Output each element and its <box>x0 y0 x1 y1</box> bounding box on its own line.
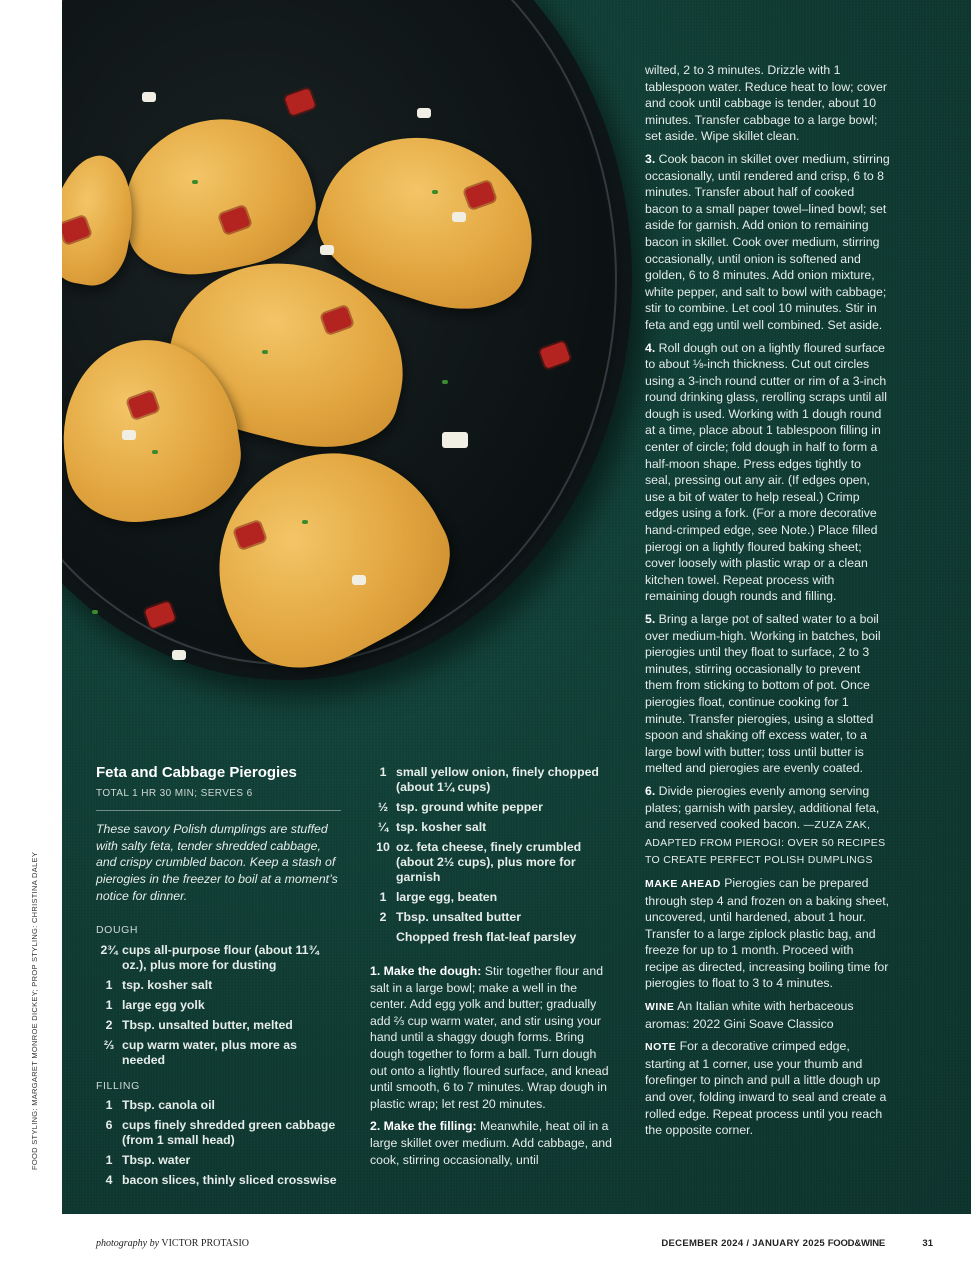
ingredient-qty: 10 <box>376 840 390 854</box>
make-ahead <box>645 875 890 992</box>
feta-crumble <box>417 108 431 118</box>
note-body: For a decorative crimped edge, starting at 1 corner, use your thumb and forefinger to pinch and pull a little dough up and over, folding inward to seal and create a rolled edge. Repeat process until you reach the opposite corner. <box>645 1039 887 1138</box>
ingredient-text: tsp. kosher salt <box>396 820 487 834</box>
parsley-garnish <box>262 350 268 354</box>
step-5-body: Bring a large pot of salted water to a boil over medium-high. Working in batches, boil pierogies until they float to surface, 2 to 3 minutes, stirring occasionally to prevent them from sticking to bottom of pot. Once pierogies float, continue cooking for 1 minute. Transfer pierogies, using a slotted spoon and shaking off excess water, to a large bowl with butter; toss until butter is melted and pierogies are evenly coated. <box>645 612 881 776</box>
ingredient-qty <box>370 930 396 945</box>
ingredient <box>96 1098 341 1113</box>
step-4-body: Roll dough out on a lightly floured surface to about ⅛-inch thickness. Cut out circles using a 3-inch round cutter or rim of a 3-inch round drinking glass, rerolling scraps until all dough is used. Working with 1 dough round at a time, place about 1 tablespoon filling in center of circle; fold dough in half to form a half-moon shape. Press edges tightly to seal, pressing out any air. (If edges open, use a bit of water to help reseal.) Crimp edges using a fork. (For a more decorative hand-crimped edge, see Note.) Place filled pierogi on a lightly floured baking sheet; cover loosely with plastic wrap or a clean kitchen towel. Repeat process with remaining dough rounds and filling. <box>645 340 887 604</box>
recipe-meta: TOTAL 1 HR 30 MIN; SERVES 6 <box>96 786 341 812</box>
recipe-title: Feta and Cabbage Pierogies <box>96 764 297 781</box>
ingredient-text: cups all-purpose flour (about 11¾ oz.), plus more for dusting <box>122 942 319 972</box>
filling-label: FILLING <box>96 1079 140 1092</box>
ingredient <box>96 1153 341 1168</box>
ingredient-qty: 1 <box>105 1153 113 1168</box>
step-2-continued: wilted, 2 to 3 minutes. Drizzle with 1 tablespoon water. Reduce heat to low; cover and cook until cabbage is tender, about 10 minutes. Transfer cabbage to a large bowl; set aside. Wipe skillet clean. <box>645 63 887 144</box>
column-2 <box>370 765 615 1174</box>
ingredient-qty: 1 <box>379 765 387 779</box>
styling-credit: FOOD STYLING: MARGARET MONROE DICKEY; PROP STYLING: CHRISTINA DALEY <box>30 851 39 1170</box>
step-1-body: Stir together flour and salt in a large bowl; make a well in the center. Add egg yolk and butter; gradually add ⅔ cup warm water, and stir using your hand until a shaggy dough forms. Bring dough together to form a ball. Turn dough out onto a lightly floured surface, and knead until smooth, 6 to 7 minutes. Wrap dough in plastic wrap; let rest 20 minutes. <box>370 964 609 1111</box>
ingredient-qty: 6 <box>105 1118 113 1133</box>
ingredient <box>96 978 341 993</box>
ingredient-qty: ¼ <box>377 820 389 834</box>
step-6-number: 6. <box>645 783 656 798</box>
wine-pairing <box>645 998 890 1032</box>
parsley-garnish <box>432 190 438 194</box>
ingredient-qty: ½ <box>377 800 389 814</box>
note <box>645 1038 890 1139</box>
column-3 <box>645 62 890 1145</box>
photo-credit <box>96 1238 249 1249</box>
step-2 <box>370 1118 615 1168</box>
ingredient-qty: 2¾ <box>100 942 118 957</box>
feta-crumble <box>122 430 136 440</box>
ingredient-text: Chopped fresh flat-leaf parsley <box>396 930 577 944</box>
ingredient-text: cups finely shredded green cabbage (from 1 small head) <box>122 1118 336 1148</box>
page-footer <box>0 1238 971 1254</box>
ingredient <box>370 930 615 945</box>
ingredient-text: small yellow onion, finely chopped (about 1¼ cups) <box>396 765 599 794</box>
ingredient-text: large egg, beaten <box>396 890 498 904</box>
ingredient-text: Tbsp. water <box>122 1153 191 1168</box>
parsley-garnish <box>302 520 308 524</box>
ingredient <box>96 1118 341 1148</box>
ingredient-text: large egg yolk <box>122 997 205 1012</box>
feta-crumble <box>442 432 468 448</box>
feta-crumble <box>352 575 366 585</box>
ingredient <box>370 890 615 905</box>
ingredient-text: tsp. kosher salt <box>122 977 213 992</box>
ingredient <box>370 820 615 835</box>
ingredient-text: tsp. ground white pepper <box>396 800 543 814</box>
parsley-garnish <box>152 450 158 454</box>
step-4-number: 4. <box>645 340 656 355</box>
ingredient-qty: 2 <box>379 910 387 924</box>
page-number: 31 <box>922 1238 933 1249</box>
ingredient-qty: 1 <box>379 890 387 904</box>
step-5-number: 5. <box>645 612 656 626</box>
magazine-brand: FOOD&WINE <box>827 1238 885 1249</box>
ingredient-text: Tbsp. canola oil <box>122 1098 215 1113</box>
ingredient <box>370 800 615 815</box>
step-1-heading: 1. Make the dough: <box>370 964 482 978</box>
ingredient <box>96 943 341 973</box>
feta-crumble <box>142 92 156 102</box>
step-3 <box>645 151 890 334</box>
feta-crumble <box>452 212 466 222</box>
step-6 <box>645 783 890 869</box>
recipe-attribution: —ZUZA ZAK, ADAPTED FROM PIEROGI: OVER 50 RECIPES TO CREATE PERFECT POLISH DUMPLINGS <box>645 819 886 867</box>
feta-crumble <box>320 245 334 255</box>
ingredient-qty: ⅔ <box>103 1037 115 1052</box>
recipe-intro: These savory Polish dumplings are stuffed with salty feta, tender shredded cabbage, and crispy crumbled bacon. Keep a stash of pierogies in the freezer to boil at a moment’s notice for dinner. <box>96 822 338 903</box>
make-ahead-label: MAKE AHEAD <box>645 877 721 890</box>
photo-credit-prefix: photography by <box>96 1238 160 1249</box>
ingredient-qty: 1 <box>105 997 113 1012</box>
ingredient <box>96 998 341 1013</box>
step-1 <box>370 963 615 1112</box>
ingredient <box>370 765 615 795</box>
ingredient <box>96 1018 341 1033</box>
step-3-number: 3. <box>645 151 656 166</box>
step-3-body: Cook bacon in skillet over medium, stirring occasionally, until rendered and crisp, 6 to 8 minutes. Transfer about half of cooked bacon to a small paper towel–lined bowl; set aside for garnish. Add onion to remaining bacon in skillet. Cook over medium, stirring occasionally, until onion is softened and golden, 6 to 8 minutes. Add onion mixture, white pepper, and salt to bowl with cabbage; stir to combine. Let cool 10 minutes. Stir in feta and egg until well combined. Set aside. <box>645 151 890 332</box>
issue-date: DECEMBER 2024 / JANUARY 2025 <box>661 1238 825 1249</box>
ingredient <box>96 1173 341 1188</box>
photographer-name: VICTOR PROTASIO <box>161 1238 250 1249</box>
ingredient <box>96 1038 341 1068</box>
parsley-garnish <box>192 180 198 184</box>
ingredient-qty: 2 <box>105 1017 113 1032</box>
step-2-heading: 2. Make the filling: <box>370 1119 477 1134</box>
ingredient-qty: 4 <box>105 1173 113 1188</box>
parsley-garnish <box>92 610 98 614</box>
dough-label: DOUGH <box>96 924 139 937</box>
wine-body: An Italian white with herbaceous aromas: 2022 Gini Soave Classico <box>645 999 854 1031</box>
column-1 <box>96 765 341 1193</box>
ingredient-text: oz. feta cheese, finely crumbled (about 2½ cups), plus more for garnish <box>396 840 582 884</box>
ingredient <box>370 840 615 885</box>
ingredient-text: cup warm water, plus more as needed <box>122 1037 297 1067</box>
ingredient-qty: 1 <box>105 1098 113 1113</box>
ingredient-qty: 1 <box>105 977 113 992</box>
ingredient-text: Tbsp. unsalted butter, melted <box>122 1017 293 1032</box>
note-label: NOTE <box>645 1041 677 1054</box>
make-ahead-body: Pierogies can be prepared through step 4 and frozen on a baking sheet, uncovered, until hardened, about 1 hour. Transfer to a large ziplock plastic bag, and freeze for up to 1 month. Proceed with recipe as directed, increasing boiling time for pierogies to float to 3 to 4 minutes. <box>645 875 890 991</box>
wine-label: WINE <box>645 1001 675 1014</box>
ingredient-text: Tbsp. unsalted butter <box>396 910 522 924</box>
step-2-body: Meanwhile, heat oil in a large skillet over medium. Add cabbage, and cook, stirring occasionally, until <box>370 1119 612 1167</box>
step-5 <box>645 611 890 777</box>
feta-crumble <box>172 650 186 660</box>
parsley-garnish <box>442 380 448 384</box>
ingredient-text: bacon slices, thinly sliced crosswise <box>122 1173 337 1188</box>
step-4 <box>645 340 890 606</box>
ingredient <box>370 910 615 925</box>
step-6-body: Divide pierogies evenly among serving plates; garnish with parsley, additional feta, and reserved cooked bacon. <box>645 783 880 832</box>
